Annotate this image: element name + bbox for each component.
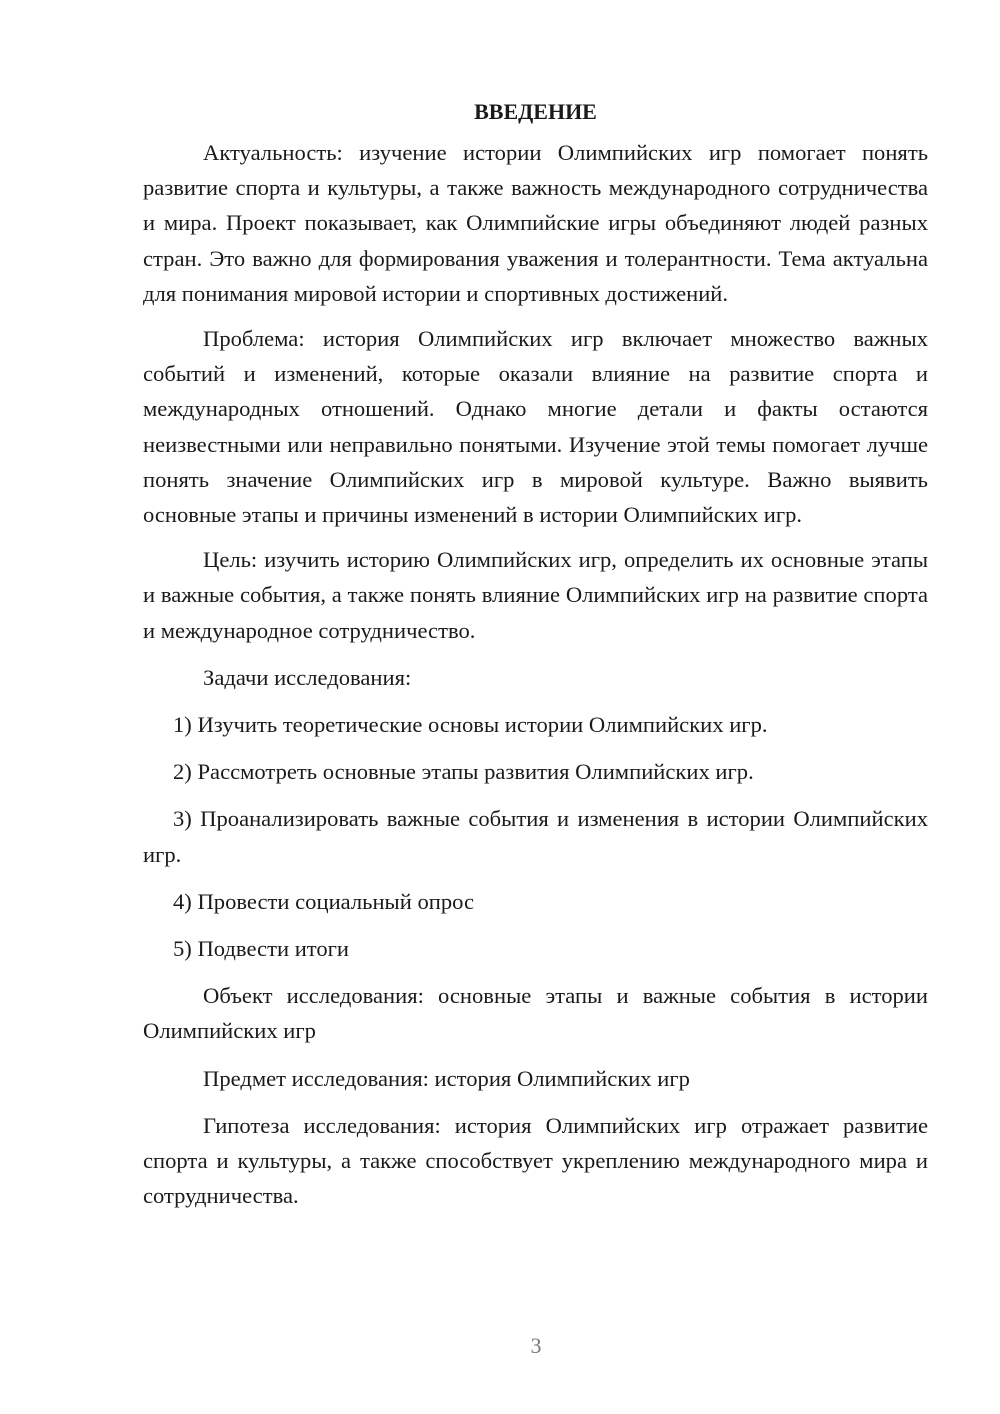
relevance-paragraph: Актуальность: изучение истории Олимпийских игр помогает понять развитие спорта и культуры, а также важность международного сотрудничества и мира. Проект показывает, как Олимпийские игры объединяют людей разных стран. Это важно для формирования уважения и толерантности. Тема актуальна для понимания мировой истории и спортивных достижений. [143, 140, 928, 306]
task-item-2: 2) Рассмотреть основные этапы развития Олимпийских игр. [173, 759, 754, 785]
page-number: 3 [530, 1333, 542, 1358]
task-item-3: 3) Проанализировать важные события и изменения в истории Олимпийских игр. [143, 806, 928, 867]
goal-paragraph: Цель: изучить историю Олимпийских игр, определить их основные этапы и важные события, а также понять влияние Олимпийских игр на развитие спорта и международное сотрудничество. [143, 547, 928, 643]
task-item-4: 4) Провести социальный опрос [173, 888, 475, 914]
problem-paragraph: Проблема: история Олимпийских игр включает множество важных событий и изменений, которые оказали влияние на развитие спорта и международных отношений. Однако многие детали и факты остаются неизвестными или неправильно понятыми. Изучение этой темы помогает лучше понять значение Олимпийских игр в мировой культуре. Важно выявить основные этапы и причины изменений в истории Олимпийских игр. [143, 326, 928, 528]
task-item-5: 5) Подвести итоги [173, 936, 350, 962]
page-content [143, 97, 928, 1213]
tasks-list [143, 707, 928, 966]
section-heading: ВВЕДЕНИЕ [474, 99, 597, 124]
subject-paragraph: Предмет исследования: история Олимпийских игр [203, 1065, 690, 1091]
object-paragraph: Объект исследования: основные этапы и важные события в истории Олимпийских игр [143, 983, 928, 1044]
hypothesis-paragraph: Гипотеза исследования: история Олимпийских игр отражает развитие спорта и культуры, а также способствует укреплению международного мира и сотрудничества. [143, 1112, 928, 1209]
task-item-1: 1) Изучить теоретические основы истории Олимпийских игр. [173, 712, 768, 738]
tasks-title: Задачи исследования: [203, 664, 412, 690]
